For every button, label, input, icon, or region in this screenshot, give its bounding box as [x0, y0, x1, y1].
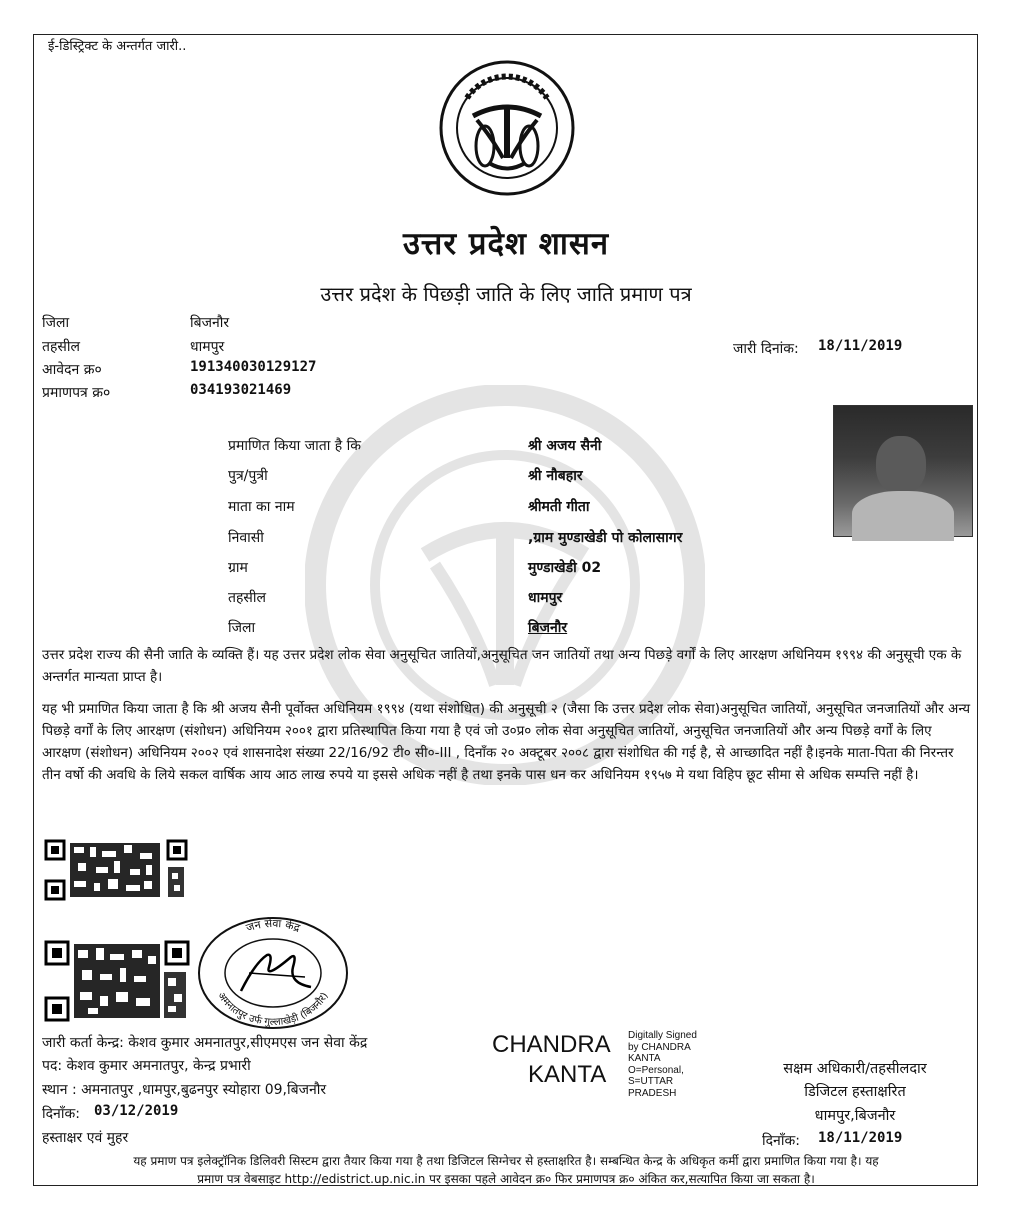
digital-signature-name-line2: KANTA	[528, 1061, 607, 1088]
issue-date-value: 18/11/2019	[818, 338, 903, 354]
authority-place: धामपुर,बिजनौर	[814, 1108, 896, 1124]
svg-text:अमनातपुर उर्फ गुल्लाखेड़ी (बिज	[215, 991, 330, 1028]
qr-code-2-icon	[44, 940, 190, 1022]
authority-title: सक्षम अधिकारी/तहसीलदार	[783, 1061, 927, 1077]
page-title: उत्तर प्रदेश शासन	[402, 226, 610, 262]
top-note: ई-डिस्ट्रिक्ट के अन्तर्गत जारी..	[48, 39, 187, 54]
detail-value-district: बिजनौर	[528, 620, 568, 636]
tehsil-label: तहसील	[42, 339, 80, 355]
application-label: आवेदन क्र०	[42, 362, 102, 378]
stamp-top-text: जन सेवा केंद्र	[244, 916, 302, 935]
detail-label-son-of: पुत्र/पुत्री	[228, 468, 268, 484]
detail-value-mother: श्रीमती गीता	[528, 499, 590, 515]
photo-face	[876, 436, 926, 494]
issuer-center: जारी कर्ता केन्द्र: केशव कुमार अमनातपुर,सीएमएस जन सेवा केंद्र	[42, 1035, 368, 1051]
digital-signature-name-line1: CHANDRA	[492, 1031, 611, 1058]
stamp-bottom-text: अमनातपुर उर्फ गुल्लाखेड़ी (बिजनौर)	[215, 990, 331, 1029]
certificate-number: 034193021469	[190, 382, 292, 398]
tehsil-value: धामपुर	[190, 339, 225, 355]
digital-signature-name	[492, 1030, 611, 1090]
qr-code-icon	[44, 839, 188, 901]
detail-label-district: जिला	[228, 620, 256, 636]
page-subtitle: उत्तर प्रदेश के पिछड़ी जाति के लिए जाति प्रमाण पत्र	[320, 282, 692, 306]
issue-date-label: जारी दिनांक:	[733, 341, 799, 357]
certificate-label: प्रमाणपत्र क्र०	[42, 385, 111, 401]
seal-stamp-icon	[193, 913, 353, 1031]
caste-statement: उत्तर प्रदेश राज्य की सैनी जाति के व्यक्ति हैं। यह उत्तर प्रदेश लोक सेवा अनुसूचित जातियों,अनुसूचित जन जातियों तथा अन्य पिछड़े वर्गों के लिए आरक्षण अधिनियम १९९४ की अनुसूची एक के अन्तर्गत मान्यता प्राप्त है।	[42, 647, 962, 685]
detail-value-resident: ,ग्राम मुण्डाखेडी पो कोलासागर	[528, 530, 683, 546]
detail-value-tehsil: धामपुर	[528, 590, 563, 606]
issuer-date-label: दिनाँक:	[42, 1106, 80, 1122]
up-emblem-icon	[437, 58, 577, 198]
detail-label-resident: निवासी	[228, 530, 264, 546]
photo-shoulders	[852, 491, 954, 541]
authority-date-label: दिनाँक:	[762, 1133, 800, 1149]
authority-date-value: 18/11/2019	[818, 1130, 903, 1146]
issuer-post: पद: केशव कुमार अमनातपुर, केन्द्र प्रभारी	[42, 1058, 251, 1074]
footer-line-2: प्रमाण पत्र वेबसाइट http://edistrict.up.nic.in पर इसका पहले आवेदन क्र० फिर प्रमाणपत्र क्र० अंकित कर,सत्यापित किया जा सकता है।	[197, 1172, 815, 1186]
detail-label-tehsil: तहसील	[228, 590, 266, 606]
digital-signature-details: Digitally Signed by CHANDRA KANTA O=Personal, S=UTTAR PRADESH	[628, 1030, 697, 1099]
applicant-photo	[833, 405, 973, 537]
issuer-date-value: 03/12/2019	[94, 1103, 179, 1119]
creamy-layer-statement: यह भी प्रमाणित किया जाता है कि श्री अजय सैनी पूर्वोक्त अधिनियम १९९४ (यथा संशोधित) की अनुसूची २ (जैसा कि उत्तर प्रदेश लोक सेवा)अनुसूचित जातियों, अनुसूचित जनजातियों और अन्य पिछड़े वर्गों के लिए आरक्षण (संशोधन) अधिनियम २००१ द्वारा प्रतिस्थापित किया गया है एवं जो उ०प्र० लोक सेवा अनुसूचित जातियों, अनुसूचित जनजातियों और अन्य पिछड़े वर्गों के लिए आरक्षण (संशोधन) अधिनियम २००२ एवं शासनादेश संख्या 22/16/92 टी० सी०-III , दिनाँक २० अक्टूबर २००८ द्वारा संशोधित की गई है, से आच्छादित नहीं है।इनके माता-पिता की निरन्तर तीन वर्षो की अवधि के लिये सकल वार्षिक आय आठ लाख रुपये या इससे अधिक नहीं है तथा इनके पास धन कर अधिनियम १९५७ मे यथा विहिप छूट सीमा से अधिक सम्पत्ति नहीं है।	[42, 701, 971, 783]
detail-value-village: मुण्डाखेडी 02	[528, 560, 602, 576]
detail-label-mother: माता का नाम	[228, 499, 295, 515]
district-label: जिला	[42, 315, 70, 331]
detail-label-village: ग्राम	[228, 560, 248, 576]
district-value: बिजनौर	[190, 315, 230, 331]
footer-line-1: यह प्रमाण पत्र इलेक्ट्रॉनिक डिलिवरी सिस्टम द्वारा तैयार किया गया है तथा डिजिटल सिग्नेचर से हस्ताक्षरित है। सम्बन्धित केन्द्र के अधिकृत कर्मी द्वारा प्रमाणित किया गया है। यह	[133, 1154, 879, 1168]
detail-value-father: श्री नौबहार	[528, 468, 583, 484]
authority-signed: डिजिटल हस्ताक्षरित	[804, 1084, 906, 1100]
detail-value-name: श्री अजय सैनी	[528, 438, 602, 454]
application-number: 191340030129127	[190, 359, 317, 375]
detail-label-certified: प्रमाणित किया जाता है कि	[228, 438, 362, 454]
issuer-place: स्थान : अमनातपुर ,धामपुर,बुढनपुर स्योहारा 09,बिजनौर	[42, 1082, 327, 1098]
issuer-sign-label: हस्ताक्षर एवं मुहर	[42, 1130, 129, 1146]
